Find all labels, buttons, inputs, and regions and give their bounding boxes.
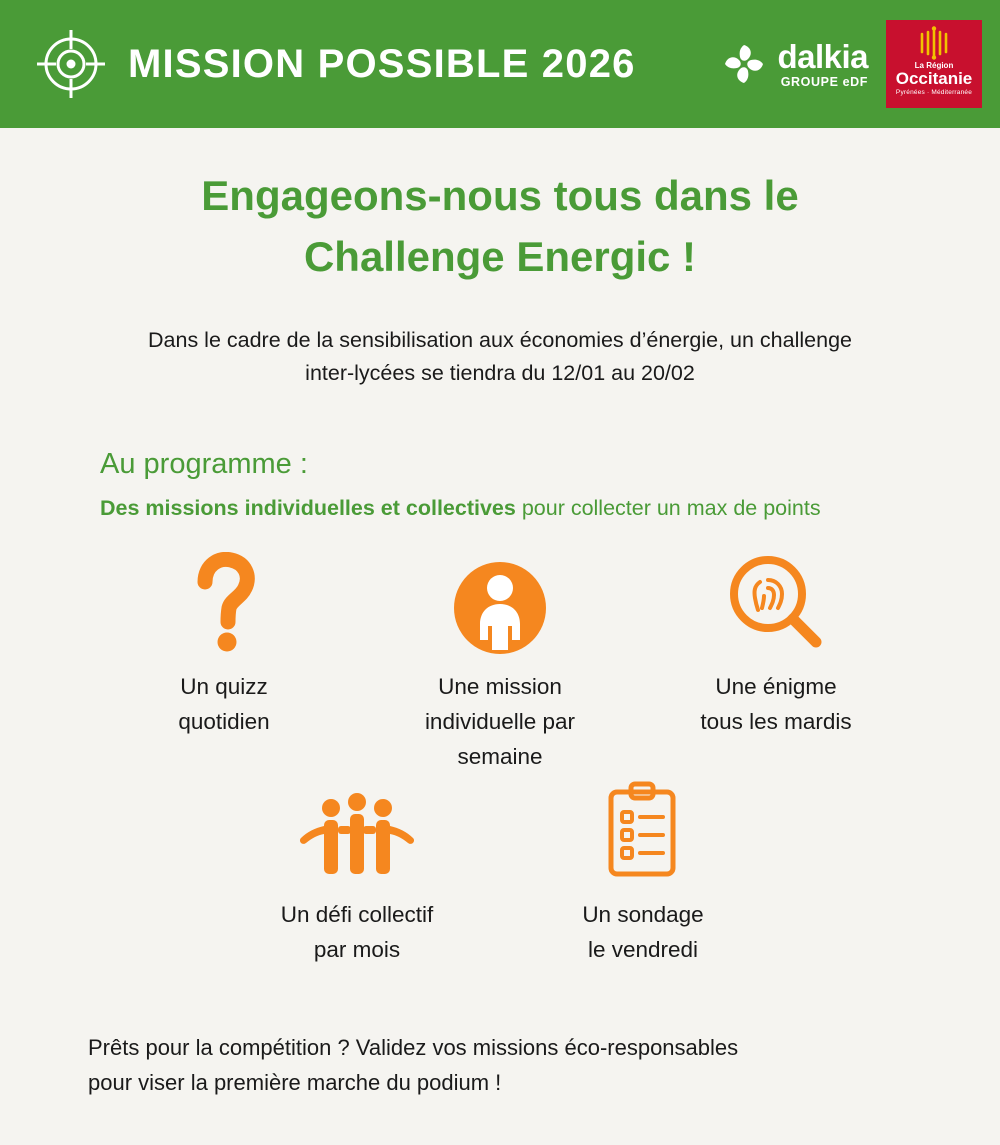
group-people-icon xyxy=(297,780,417,884)
programme-heading: Au programme : xyxy=(100,448,308,481)
occitan-cross-icon xyxy=(912,26,956,60)
programme-subtitle xyxy=(100,491,900,525)
caption-line-3: semaine xyxy=(457,743,543,769)
mission-item-quizz xyxy=(86,552,362,740)
missions-row-2 xyxy=(0,780,1000,968)
mission-caption-enigma xyxy=(700,670,851,740)
magnifying-glass-fingerprint-icon xyxy=(724,552,828,656)
intro-line-2: inter-lycées se tiendra du 12/01 au 20/02 xyxy=(305,361,695,386)
caption-line-2: tous les mardis xyxy=(700,708,852,734)
dalkia-wordmark: dalkia xyxy=(777,37,868,75)
caption-line-1: Une mission xyxy=(438,673,562,699)
dalkia-tagline: GROUPE eDF xyxy=(780,74,868,89)
mission-item-survey xyxy=(500,780,786,968)
caption-line-1: Un quizz xyxy=(180,673,268,699)
page-title-line-2: Challenge Energic ! xyxy=(303,232,697,280)
footer-line-2: pour viser la première marche du podium ! xyxy=(88,1070,502,1096)
occitanie-line-2: Occitanie xyxy=(895,69,973,88)
intro-line-1: Dans le cadre de la sensibilisation aux économies d’énergie, un challenge xyxy=(148,327,852,352)
occitanie-line-3: Pyrénées · Méditerranée xyxy=(895,88,973,96)
mission-caption-individual xyxy=(425,670,575,775)
mission-caption-survey xyxy=(582,898,703,968)
programme-subtitle-rest: pour collecter un max de points xyxy=(515,496,821,521)
mission-item-enigma xyxy=(638,552,914,740)
caption-line-2: quotidien xyxy=(178,708,270,734)
footer-paragraph xyxy=(88,1030,918,1100)
question-mark-icon xyxy=(179,552,269,656)
page-title xyxy=(0,166,1000,288)
intro-paragraph xyxy=(90,324,910,391)
page-header xyxy=(0,0,1000,128)
dalkia-logo xyxy=(721,37,868,89)
caption-line-1: Un défi collectif xyxy=(280,902,434,928)
mission-item-individual xyxy=(362,552,638,775)
programme-subtitle-bold: Des missions individuelles et collectives xyxy=(100,496,516,521)
target-crosshair-icon xyxy=(36,29,106,99)
occitanie-line-1: La Région xyxy=(914,61,954,70)
dalkia-leaf-icon xyxy=(721,41,767,87)
person-individual-icon xyxy=(450,552,550,656)
caption-line-2: par mois xyxy=(313,937,401,963)
header-title: MISSION POSSIBLE 2026 xyxy=(128,41,636,86)
caption-line-2: le vendredi xyxy=(587,937,699,963)
caption-line-1: Un sondage xyxy=(582,902,704,928)
mission-caption-quizz xyxy=(178,670,269,740)
header-logos xyxy=(721,20,982,108)
missions-row-1 xyxy=(0,552,1000,775)
mission-caption-collective xyxy=(281,898,434,968)
footer-line-1: Prêts pour la compétition ? Validez vos missions éco-responsables xyxy=(88,1035,739,1061)
caption-line-1: Une énigme xyxy=(715,673,837,699)
mission-item-collective xyxy=(214,780,500,968)
caption-line-2: individuelle par xyxy=(424,708,576,734)
occitanie-logo xyxy=(886,20,982,108)
page-content xyxy=(0,166,1000,1101)
clipboard-survey-icon xyxy=(597,780,689,884)
page-title-line-1: Engageons-nous tous dans le xyxy=(201,172,799,219)
